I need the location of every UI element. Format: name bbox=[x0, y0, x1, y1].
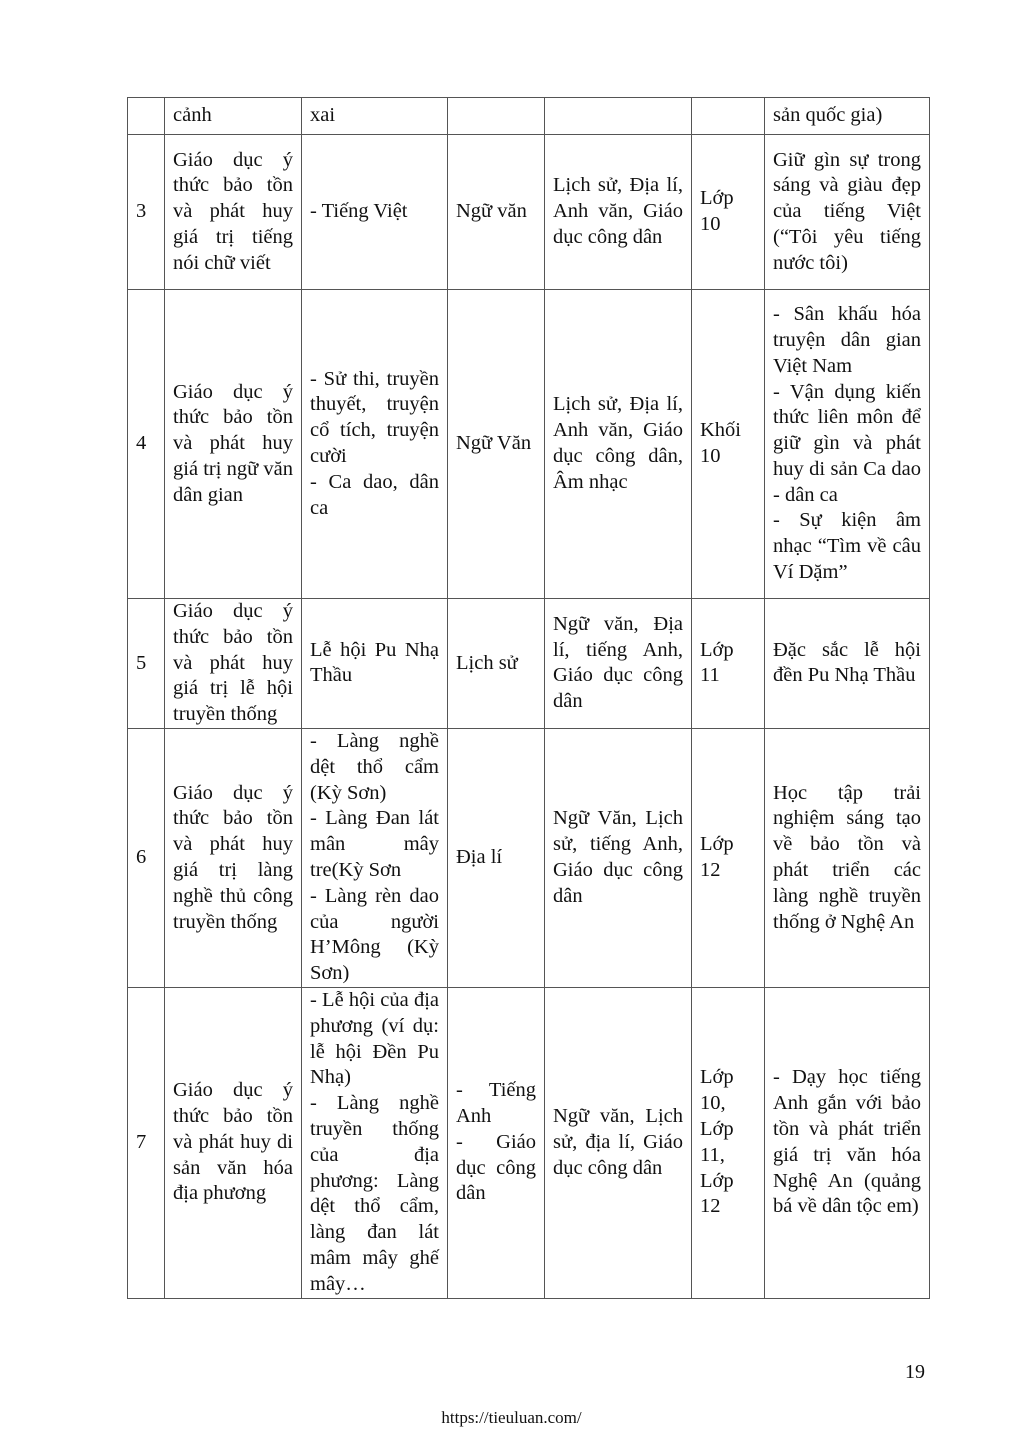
grade-cell: Lớp 12 bbox=[692, 728, 765, 987]
row-number: 6 bbox=[128, 728, 165, 987]
product-line: sản quốc gia) bbox=[773, 104, 883, 127]
product-cell bbox=[765, 987, 930, 1298]
topic-cell: cảnh bbox=[165, 98, 302, 135]
page-number: 19 bbox=[905, 1361, 925, 1383]
subject-cell bbox=[448, 599, 545, 729]
subject-cell bbox=[448, 987, 545, 1298]
subject-line: - Tiếng Anh bbox=[456, 1079, 536, 1128]
table-row bbox=[128, 599, 930, 729]
content-cell bbox=[302, 987, 448, 1298]
integrated-subjects-cell: Ngữ văn, Địa lí, tiếng Anh, Giáo dục công dân bbox=[545, 599, 692, 729]
grade-cell: Lớp 11 bbox=[692, 599, 765, 729]
grade-cell bbox=[692, 98, 765, 135]
product-line: - Sự kiện âm nhạc “Tìm về câu Ví Dặm” bbox=[773, 509, 921, 584]
subject-cell bbox=[448, 290, 545, 599]
product-cell bbox=[765, 728, 930, 987]
table-row bbox=[128, 98, 930, 135]
product-line: Học tập trải nghiệm sáng tạo về bảo tồn và phát triển các làng nghề truyền thống ở Nghệ An bbox=[773, 781, 921, 933]
product-line: Giữ gìn sự trong sáng và giàu đẹp của tiếng Việt (“Tôi yêu tiếng nước tôi) bbox=[773, 148, 921, 274]
content-line: - Làng rèn dao của người H’Mông (Kỳ Sơn) bbox=[310, 884, 439, 985]
subject-line: Lịch sử bbox=[456, 651, 518, 674]
topic-cell: Giáo dục ý thức bảo tồn và phát huy di sản văn hóa địa phương bbox=[165, 987, 302, 1298]
subject-cell bbox=[448, 98, 545, 135]
content-line: - Sử thi, truyền thuyết, truyện cổ tích, truyện cười bbox=[310, 367, 439, 467]
topic-cell: Giáo dục ý thức bảo tồn và phát huy giá trị lễ hội truyền thống bbox=[165, 599, 302, 729]
footer-url[interactable]: https://tieuluan.com/ bbox=[441, 1408, 582, 1427]
subject-line: - Giáo dục công dân bbox=[456, 1130, 536, 1205]
subject-line: Địa lí bbox=[456, 846, 503, 869]
subject-cell bbox=[448, 135, 545, 290]
content-cell bbox=[302, 98, 448, 135]
grade-cell: Khối 10 bbox=[692, 290, 765, 599]
product-line: - Sân khấu hóa truyện dân gian Việt Nam bbox=[773, 303, 921, 377]
subject-cell bbox=[448, 728, 545, 987]
product-cell bbox=[765, 98, 930, 135]
table-row bbox=[128, 290, 930, 599]
table-row bbox=[128, 135, 930, 290]
content-cell bbox=[302, 599, 448, 729]
content-line: - Làng nghề truyền thống của địa phương: Làng dệt thổ cẩm, làng đan lát mâm mây ghế mây… bbox=[310, 1092, 439, 1295]
content-line: Lễ hội Pu Nhạ Thầu bbox=[310, 638, 439, 687]
content-line: - Tiếng Việt bbox=[310, 200, 408, 223]
row-number: 3 bbox=[128, 135, 165, 290]
content-line: - Lễ hội của địa phương (ví dụ: lễ hội Đền Pu Nhạ) bbox=[310, 988, 439, 1089]
topic-cell: Giáo dục ý thức bảo tồn và phát huy giá trị tiếng nói chữ viết bbox=[165, 135, 302, 290]
content-line: - Làng nghề dệt thổ cẩm (Kỳ Sơn) bbox=[310, 729, 439, 804]
row-number bbox=[128, 98, 165, 135]
integrated-subjects-cell: Lịch sử, Địa lí, Anh văn, Giáo dục công dân bbox=[545, 135, 692, 290]
topic-cell: Giáo dục ý thức bảo tồn và phát huy giá trị làng nghề thủ công truyền thống bbox=[165, 728, 302, 987]
topic-cell: Giáo dục ý thức bảo tồn và phát huy giá trị ngữ văn dân gian bbox=[165, 290, 302, 599]
integrated-subjects-cell: Lịch sử, Địa lí, Anh văn, Giáo dục công dân, Âm nhạc bbox=[545, 290, 692, 599]
product-line: - Vận dụng kiến thức liên môn để giữ gìn và phát huy di sản Ca dao - dân ca bbox=[773, 380, 921, 506]
product-cell bbox=[765, 290, 930, 599]
table-row bbox=[128, 728, 930, 987]
product-line: - Dạy học tiếng Anh gắn với bảo tồn và phát triển giá trị văn hóa Nghệ An (quảng bá về dân tộc em) bbox=[773, 1066, 921, 1218]
table-row bbox=[128, 987, 930, 1298]
content-cell bbox=[302, 728, 448, 987]
integrated-subjects-cell bbox=[545, 98, 692, 135]
content-line: - Làng Đan lát mân mây tre(Kỳ Sơn bbox=[310, 807, 439, 881]
integrated-subjects-cell: Ngữ văn, Lịch sử, địa lí, Giáo dục công dân bbox=[545, 987, 692, 1298]
content-line: - Ca dao, dân ca bbox=[310, 470, 439, 519]
row-number: 7 bbox=[128, 987, 165, 1298]
product-cell bbox=[765, 135, 930, 290]
product-line: Đặc sắc lễ hội đền Pu Nhạ Thầu bbox=[773, 638, 921, 687]
grade-cell: Lớp 10, Lớp 11, Lớp 12 bbox=[692, 987, 765, 1298]
subject-line: Ngữ Văn bbox=[456, 432, 532, 455]
heritage-education-table bbox=[127, 97, 930, 1299]
content-line: xai bbox=[310, 104, 336, 127]
content-cell bbox=[302, 135, 448, 290]
product-cell bbox=[765, 599, 930, 729]
content-cell bbox=[302, 290, 448, 599]
subject-line: Ngữ văn bbox=[456, 200, 527, 223]
grade-cell: Lớp 10 bbox=[692, 135, 765, 290]
row-number: 4 bbox=[128, 290, 165, 599]
integrated-subjects-cell: Ngữ Văn, Lịch sử, tiếng Anh, Giáo dục công dân bbox=[545, 728, 692, 987]
row-number: 5 bbox=[128, 599, 165, 729]
